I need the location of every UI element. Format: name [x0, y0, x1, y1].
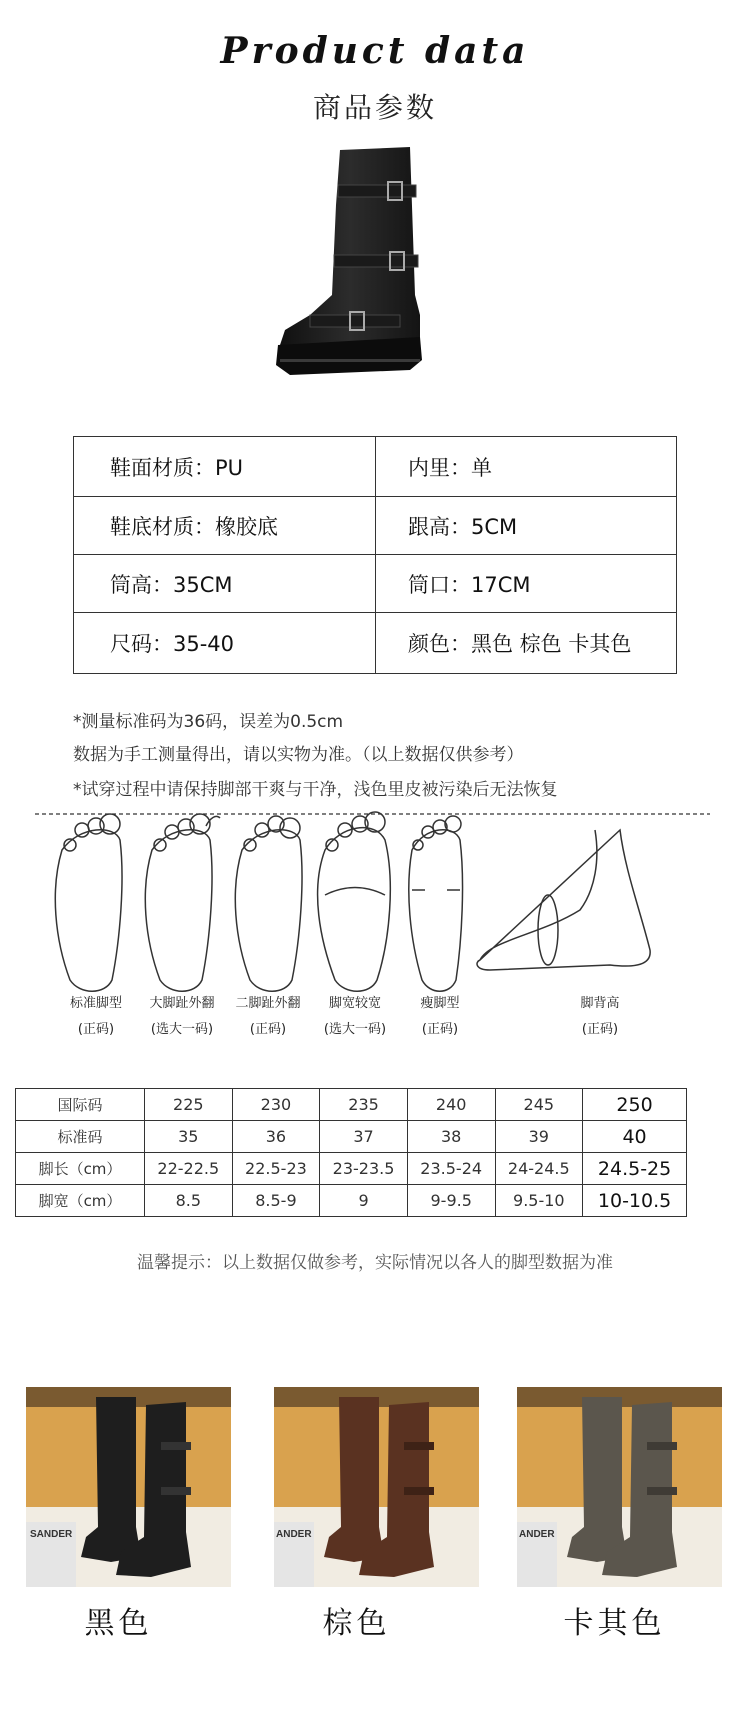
size-cell: 36: [232, 1121, 320, 1153]
size-cell: 9-9.5: [407, 1185, 495, 1217]
foot-type-label: 大脚趾外翻: [149, 996, 215, 1011]
size-table: [15, 1088, 687, 1217]
foot-type-diagram: [20, 810, 730, 1050]
spec-row: [74, 555, 676, 613]
size-cell: 37: [320, 1121, 408, 1153]
size-cell: 22.5-23: [232, 1153, 320, 1185]
size-cell: 8.5: [145, 1185, 233, 1217]
spec-cell-size: 尺码：35-40: [74, 613, 376, 673]
foot-type-advice: (正码): [77, 1022, 115, 1037]
size-row-label: 国际码: [16, 1089, 145, 1121]
size-cell: 23-23.5: [320, 1153, 408, 1185]
size-cell: 24-24.5: [495, 1153, 583, 1185]
bag-text: ANDER: [276, 1529, 312, 1540]
size-cell: 35: [145, 1121, 233, 1153]
foot-type-advice: (正码): [249, 1022, 287, 1037]
spec-row: [74, 613, 676, 673]
size-cell: 240: [407, 1089, 495, 1121]
color-swatch-khaki[interactable]: [517, 1387, 722, 1587]
foot-type-advice: (正码): [421, 1022, 459, 1037]
size-cell: 250: [583, 1089, 687, 1121]
page-title-en: Product data: [220, 30, 530, 72]
foot-type-advice: (选大一码): [323, 1022, 387, 1037]
size-cell: 235: [320, 1089, 408, 1121]
color-label-brown: 棕色: [322, 1606, 391, 1641]
note-manual: 数据为手工测量得出，请以实物为准。（以上数据仅供参考）: [73, 745, 524, 765]
tip-text: 温馨提示：以上数据仅做参考，实际情况以各人的脚型数据为准: [137, 1253, 613, 1273]
color-label-khaki: 卡其色: [563, 1606, 666, 1641]
foot-illustrations: [20, 810, 730, 1000]
boot-photo-black: [26, 1387, 231, 1587]
size-cell: 10-10.5: [583, 1185, 687, 1217]
size-row-intl: [16, 1089, 687, 1121]
size-cell: 39: [495, 1121, 583, 1153]
bag-text: SANDER: [30, 1529, 73, 1540]
spec-cell-heel: 跟高：5CM: [408, 514, 518, 539]
spec-table: [73, 436, 677, 674]
note-care: *试穿过程中请保持脚部干爽与干净，浅色里皮被污染后无法恢复: [73, 780, 558, 800]
size-cell: 22-22.5: [145, 1153, 233, 1185]
size-cell: 225: [145, 1089, 233, 1121]
boot-photo-brown: [274, 1387, 479, 1587]
size-row-length: [16, 1153, 687, 1185]
size-cell: 9.5-10: [495, 1185, 583, 1217]
size-cell: 38: [407, 1121, 495, 1153]
spec-cell-colors: 颜色：黑色 棕色 卡其色: [408, 632, 632, 656]
size-cell: 245: [495, 1089, 583, 1121]
spec-cell-sole: 鞋底材质：橡胶底: [74, 497, 376, 554]
note-measure: *测量标准码为36码，误差为0.5cm: [73, 712, 344, 732]
bag-text: ANDER: [519, 1529, 555, 1540]
spec-row: [74, 497, 676, 555]
spec-row: [74, 437, 676, 497]
size-cell: 230: [232, 1089, 320, 1121]
size-row-label: 脚宽（cm）: [16, 1185, 145, 1217]
foot-type-advice: (正码): [581, 1022, 619, 1037]
color-swatch-black[interactable]: [26, 1387, 231, 1587]
spec-cell-opening: 筒口：17CM: [408, 572, 531, 597]
size-row-standard: [16, 1121, 687, 1153]
foot-type-label: 脚宽较宽: [328, 996, 381, 1011]
spec-cell-lining: 内里：单: [408, 455, 492, 480]
size-cell: 24.5-25: [583, 1153, 687, 1185]
size-row-label: 标准码: [16, 1121, 145, 1153]
boot-photo-khaki: [517, 1387, 722, 1587]
color-swatch-brown[interactable]: [274, 1387, 479, 1587]
foot-type-label: 脚背高: [580, 996, 620, 1011]
foot-type-label: 二脚趾外翻: [235, 996, 301, 1011]
size-cell: 40: [583, 1121, 687, 1153]
spec-cell-upper: 鞋面材质：PU: [74, 437, 376, 496]
foot-type-label: 标准脚型: [69, 996, 122, 1011]
size-cell: 8.5-9: [232, 1185, 320, 1217]
size-cell: 23.5-24: [407, 1153, 495, 1185]
foot-type-advice: (选大一码): [150, 1022, 214, 1037]
foot-type-label: 瘦脚型: [420, 996, 460, 1011]
size-row-width: [16, 1185, 687, 1217]
size-row-label: 脚长（cm）: [16, 1153, 145, 1185]
page-title-cn: 商品参数: [312, 91, 437, 124]
spec-cell-shaft-height: 筒高：35CM: [74, 555, 376, 612]
hero-boot-image: [270, 145, 450, 395]
size-cell: 9: [320, 1185, 408, 1217]
color-label-black: 黑色: [84, 1606, 153, 1641]
